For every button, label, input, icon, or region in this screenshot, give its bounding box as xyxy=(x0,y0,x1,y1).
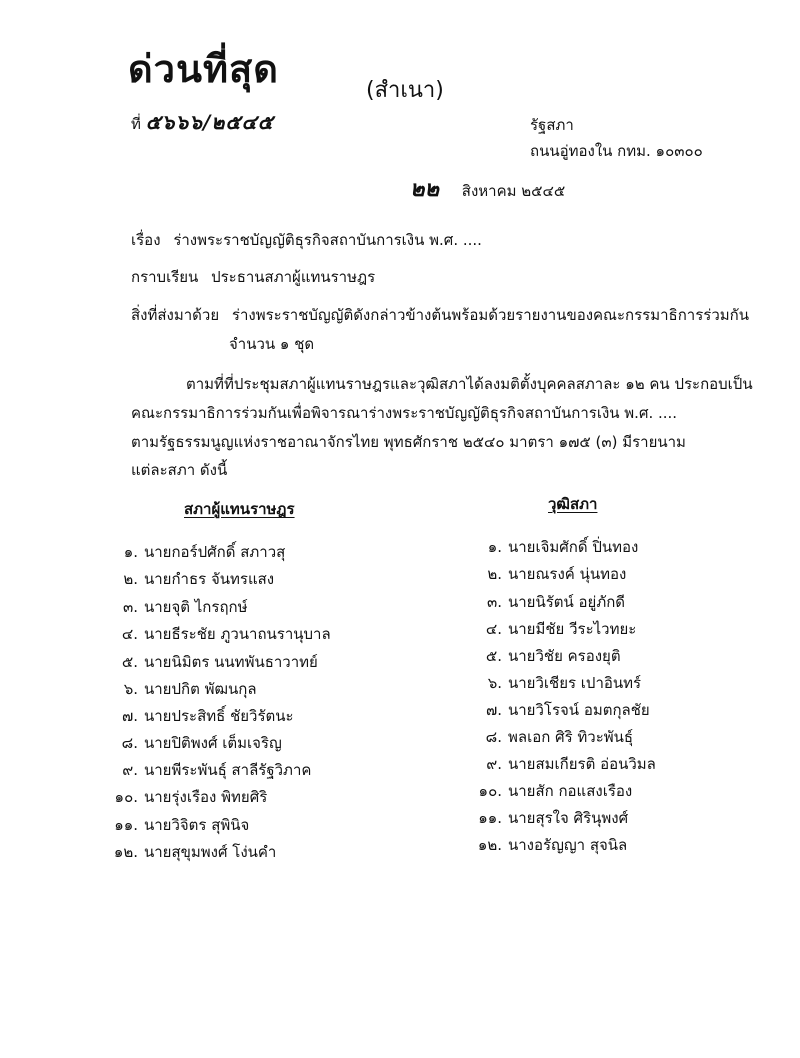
member-name: นายวิเชียร เปาอินทร์ xyxy=(508,674,642,692)
member-number: ๑๐. xyxy=(114,788,138,806)
document-number-prefix: ที่ xyxy=(131,115,141,133)
house-member xyxy=(104,650,318,674)
house-member xyxy=(104,677,257,701)
member-name: นายธีระชัย ภูวนาถนรานุบาล xyxy=(144,625,331,643)
member-number: ๙. xyxy=(486,755,502,773)
member-number: ๑๑. xyxy=(114,816,138,834)
member-name: นายประสิทธิ์ ชัยวิรัตนะ xyxy=(144,707,294,725)
member-number: ๔. xyxy=(485,620,502,638)
house-member xyxy=(104,731,282,755)
urgency-stamp: ด่วนที่สุด xyxy=(128,47,279,91)
senate-member xyxy=(468,671,641,695)
member-name: นายมีชัย วีระไวทยะ xyxy=(508,620,637,638)
enclosure-count: จำนวน ๑ ชุด xyxy=(229,335,315,353)
subject-line xyxy=(131,228,482,252)
member-name: นายจุติ ไกรฤกษ์ xyxy=(144,598,248,616)
senate-member xyxy=(468,779,632,803)
body-line-4: แต่ละสภา ดังนี้ xyxy=(131,461,228,479)
member-name: นายสุรใจ ศิรินุพงศ์ xyxy=(508,809,629,827)
member-number: ๓. xyxy=(486,593,502,611)
senate-member xyxy=(468,562,626,586)
senate-member xyxy=(468,725,633,749)
house-member xyxy=(104,704,294,728)
senate-member xyxy=(468,833,627,857)
member-name: นายกำธร จันทรแสง xyxy=(144,570,275,588)
enclosure-text: ร่างพระราชบัญญัติดังกล่าวข้างต้นพร้อมด้วยรายงานของคณะกรรมาธิการร่วมกัน xyxy=(231,306,749,324)
recipient-line xyxy=(131,265,375,289)
body-line-2: คณะกรรมาธิการร่วมกันเพื่อพิจารณาร่างพระราชบัญญัติธุรกิจสถาบันการเงิน พ.ศ. .... xyxy=(131,404,678,422)
house-heading: สภาผู้แทนราษฎร xyxy=(184,500,295,518)
member-name: นายพีระพันธุ์ สาลีรัฐวิภาค xyxy=(144,761,312,779)
senate-member xyxy=(468,698,650,722)
house-member xyxy=(104,595,248,619)
member-name: พลเอก ศิริ ทิวะพันธุ์ xyxy=(508,728,634,746)
house-member xyxy=(104,813,249,837)
body-line-1: ตามที่ที่ประชุมสภาผู้แทนราษฎรและวุฒิสภาได้ลงมติตั้งบุคคลสภาละ ๑๒ คน ประกอบเป็น xyxy=(186,375,753,393)
member-number: ๕. xyxy=(485,647,502,665)
enclosure-label: สิ่งที่ส่งมาด้วย xyxy=(131,306,220,324)
member-number: ๙. xyxy=(122,761,138,779)
recipient-label: กราบเรียน xyxy=(131,268,199,286)
copy-mark: (สำเนา) xyxy=(366,78,444,103)
member-number: ๓. xyxy=(122,598,138,616)
member-name: นายนิรัตน์ อยู่ภักดี xyxy=(508,593,626,611)
member-name: นายสัก กอแสงเรือง xyxy=(508,782,633,800)
member-name: นายสมเกียรติ อ่อนวิมล xyxy=(508,755,656,773)
subject-label: เรื่อง xyxy=(131,231,161,249)
sender-address: ถนนอู่ทองใน กทม. ๑๐๓๐๐ xyxy=(530,142,703,160)
member-name: นายวิชัย ครองยุติ xyxy=(508,647,621,665)
member-number: ๘. xyxy=(485,728,502,746)
member-number: ๒. xyxy=(487,565,502,583)
member-number: ๑๒. xyxy=(477,836,502,854)
enclosure-line xyxy=(131,303,749,327)
member-number: ๗. xyxy=(485,701,502,719)
member-name: นายปิติพงศ์ เต็มเจริญ xyxy=(144,734,282,752)
senate-member xyxy=(468,535,638,559)
body-line-3: ตามรัฐธรรมนูญแห่งราชอาณาจักรไทย พุทธศักราช ๒๕๔๐ มาตรา ๑๗๕ (๓) มีรายนาม xyxy=(131,433,686,451)
member-number: ๘. xyxy=(121,734,138,752)
member-name: นายณรงค์ นุ่นทอง xyxy=(508,565,627,583)
member-name: นายเจิมศักดิ์ ปิ่นทอง xyxy=(508,538,639,556)
member-number: ๑๑. xyxy=(478,809,502,827)
house-member xyxy=(104,622,331,646)
date-month-year: สิงหาคม ๒๕๔๕ xyxy=(461,182,566,200)
member-number: ๔. xyxy=(121,625,138,643)
recipient-text: ประธานสภาผู้แทนราษฎร xyxy=(211,268,376,286)
member-name: นายปกิต พัฒนกุล xyxy=(144,680,257,698)
senate-member xyxy=(468,752,656,776)
document-number xyxy=(131,106,274,138)
member-name: นายวิโรจน์ อมตกุลชัย xyxy=(508,701,650,719)
senate-member xyxy=(468,617,636,641)
member-number: ๗. xyxy=(121,707,138,725)
senate-heading: วุฒิสภา xyxy=(548,495,598,513)
member-name: นายวิจิตร สุพินิจ xyxy=(144,816,250,834)
member-number: ๖. xyxy=(487,674,502,692)
member-name: นายรุ่งเรือง พิทยศิริ xyxy=(144,788,268,806)
member-number: ๑๐. xyxy=(478,782,502,800)
member-number: ๒. xyxy=(123,570,138,588)
senate-member xyxy=(468,644,621,668)
document-number-value: ๕๖๖๖/๒๕๔๕ xyxy=(145,110,274,134)
member-name: นายสุขุมพงศ์ โง่นคำ xyxy=(144,843,277,861)
house-member xyxy=(104,567,274,591)
senate-member xyxy=(468,590,625,614)
house-member xyxy=(104,785,267,809)
house-member xyxy=(104,840,276,864)
member-name: นางอรัญญา สุจนิล xyxy=(508,836,628,854)
house-member xyxy=(104,540,285,564)
house-member xyxy=(104,758,311,782)
document-date xyxy=(410,171,565,206)
subject-text: ร่างพระราชบัญญัติธุรกิจสถาบันการเงิน พ.ศ. .... xyxy=(173,231,482,249)
member-number: ๕. xyxy=(121,653,138,671)
member-name: นายกอร์ปศักดิ์ สภาวสุ xyxy=(144,543,286,561)
member-number: ๑. xyxy=(487,538,502,556)
member-number: ๑๒. xyxy=(113,843,138,861)
date-day: ๒๒ xyxy=(410,176,440,202)
sender-organization: รัฐสภา xyxy=(530,116,574,134)
member-number: ๑. xyxy=(123,543,138,561)
senate-member xyxy=(468,806,628,830)
member-number: ๖. xyxy=(123,680,138,698)
member-name: นายนิมิตร นนทพันธาวาทย์ xyxy=(144,653,318,671)
